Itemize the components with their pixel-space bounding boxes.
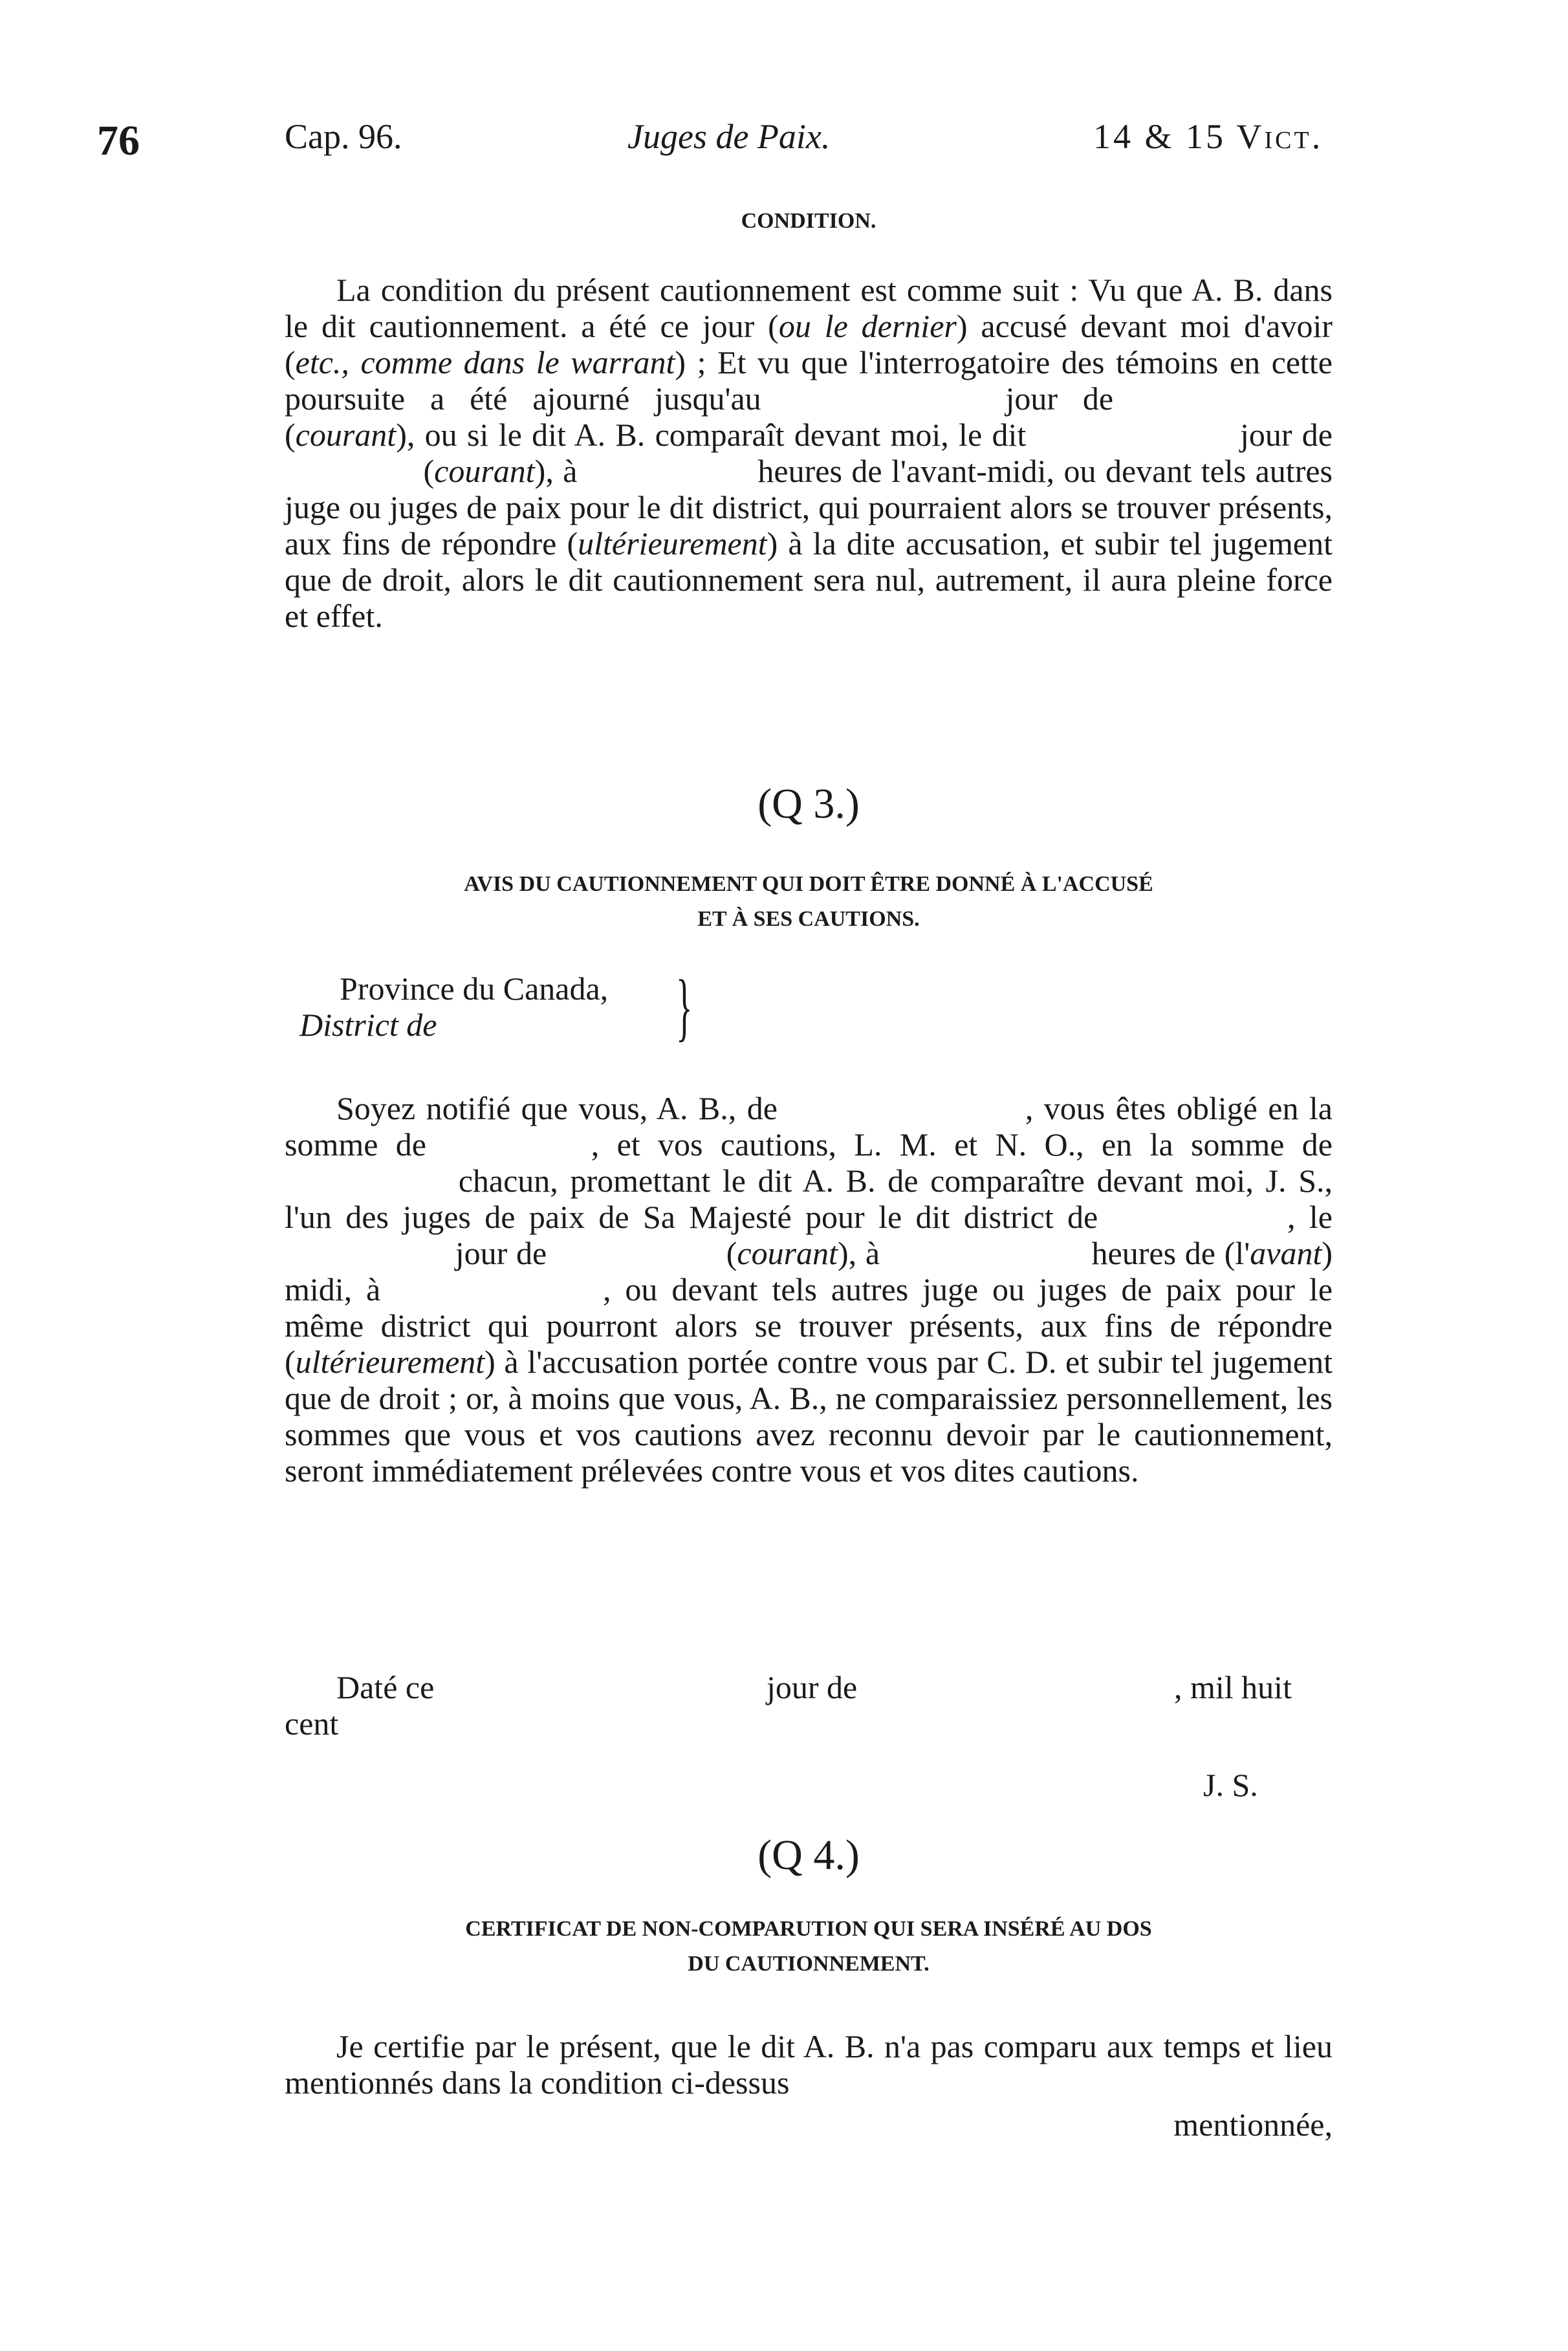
condition-text-5: ( (285, 417, 296, 453)
q3-text-11: , ou devant tels autres juge ou juges de paix pour le même district qui pourront alors se trouver présents, aux fins de répondre ( (285, 1271, 1333, 1380)
q4-last-word: mentionnée, (1173, 2106, 1333, 2143)
q3-text-2: , vous êtes obligé en la somme de (285, 1090, 1333, 1163)
condition-text-1: La condition du présent cautionnement est comme suit : Vu que A. B. dans le dit cautionnement. a été ce jour ( (285, 272, 1333, 344)
condition-text-7: jour de (1239, 417, 1333, 453)
q3-heading-line-2: ET À SES CAUTIONS. (697, 907, 920, 931)
province-label: Province du Canada, (340, 970, 609, 1007)
condition-text-4: jour de (1005, 380, 1114, 417)
condition-paragraph (285, 272, 1333, 634)
q3-heading-line-1: AVIS DU CAUTIONNEMENT QUI DOIT ÊTRE DONNÉ À L'ACCUSÉ (464, 872, 1153, 896)
running-header (97, 116, 1326, 175)
venue-block (299, 970, 609, 1043)
date-label-2: jour de (767, 1669, 858, 1705)
condition-text-6: ), ou si le dit A. B. comparaît devant moi, le dit (396, 417, 1027, 453)
condition-text-9: ), à (534, 453, 578, 489)
section-q3-title: (Q 3.) (757, 780, 860, 827)
condition-italic-2: etc., comme dans le warrant (295, 344, 675, 380)
q3-text-8: ), à (837, 1235, 880, 1271)
section-q4-title: (Q 4.) (757, 1832, 860, 1879)
chapter-label: Cap. 96. (285, 117, 402, 156)
section-q3-heading (285, 867, 1333, 937)
q3-text-5: , le (1287, 1199, 1333, 1235)
q4-heading-line-2: DU CAUTIONNEMENT. (688, 1952, 930, 1976)
venue-brace: } (676, 964, 693, 1049)
q4-text: Je certifie par le présent, que le dit A. B. n'a pas comparu aux temps et lieu mentionnés dans la condition ci-dessus (285, 2028, 1333, 2101)
condition-italic-1: ou le dernier (778, 308, 957, 344)
page-number: 76 (97, 117, 140, 164)
q4-paragraph (285, 2028, 1333, 2101)
condition-text-10: heures de l'avant-midi, ou devant tels autres juge ou juges de paix pour le dit district, qui pourraient alors se trouver présents, aux fins de répondre ( (285, 453, 1333, 562)
q3-text-12: ) à l'accusation portée contre vous par C. D. et subir tel jugement que de droit ; or, à moins que vous, A. B., ne comparaissiez personnellement, les sommes que vous et vos cautions avez reconnu devoir par le cautionnement, seront immédiatement prélevées contre vous et vos dites cautions. (285, 1344, 1333, 1489)
reign-label: 14 & 15 Vict. (1093, 117, 1323, 156)
q3-text-6: jour de (455, 1235, 547, 1271)
condition-heading: CONDITION. (741, 209, 877, 233)
q3-text-10: ) midi, à (285, 1235, 1333, 1307)
condition-text-8: ( (423, 453, 435, 489)
q3-italic-2: avant (1250, 1235, 1322, 1271)
q3-italic-3: ultérieurement (295, 1344, 485, 1380)
condition-italic-4: courant (434, 453, 535, 489)
condition-text-11: ) à la dite accusation, et subir tel jugement que de droit, alors le dit cautionnement sera nul, autrement, il aura pleine force et effet. (285, 525, 1333, 634)
running-title: Juges de Paix. (627, 117, 831, 156)
condition-text-3: ) ; Et vu que l'interrogatoire des témoins en cette poursuite a été ajourné jusqu'au (285, 344, 1333, 417)
q3-text-9: heures de (l' (1091, 1235, 1250, 1271)
date-label-1: Daté ce (336, 1669, 435, 1705)
q3-text-7: ( (726, 1235, 737, 1271)
date-label-3: , mil huit (1174, 1669, 1292, 1705)
q3-text-1: Soyez notifié que vous, A. B., de (336, 1090, 778, 1126)
q4-heading-line-1: CERTIFICAT DE NON-COMPARUTION QUI SERA INSÉRÉ AU DOS (465, 1917, 1152, 1941)
district-label: District de (299, 1007, 437, 1043)
q3-paragraph (285, 1090, 1333, 1489)
signature: J. S. (1203, 1767, 1258, 1803)
condition-italic-5: ultérieurement (578, 525, 767, 562)
q3-italic-1: courant (737, 1235, 838, 1271)
date-label-4: cent (285, 1705, 339, 1742)
section-q4-heading (285, 1912, 1333, 1982)
q3-text-4: chacun, promettant le dit A. B. de comparaître devant moi, J. S., l'un des juges de paix de Sa Majesté pour le dit district de (285, 1163, 1333, 1235)
condition-text-2: ) accusé devant moi d'avoir ( (285, 308, 1333, 380)
q3-text-3: , et vos cautions, L. M. et N. O., en la somme de (591, 1126, 1333, 1163)
condition-italic-3: courant (295, 417, 397, 453)
